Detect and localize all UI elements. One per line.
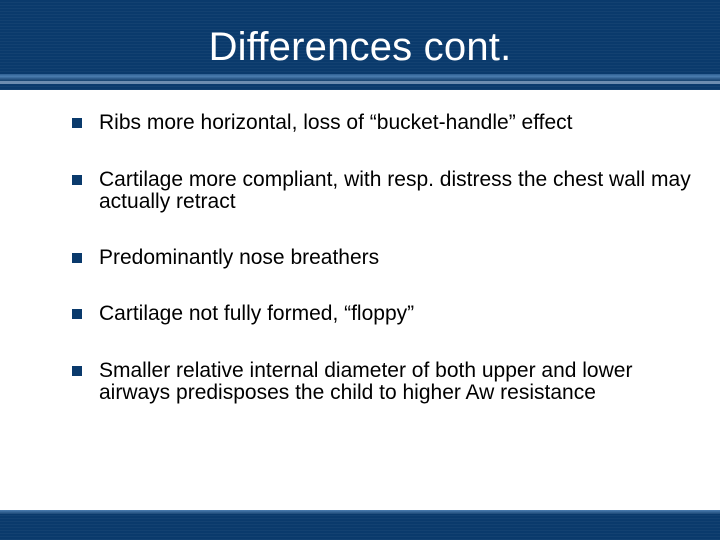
bullet-list: [72, 112, 692, 404]
slide-header: [0, 0, 720, 90]
bullet-text: Cartilage more compliant, with resp. distress the chest wall may actually retract: [99, 168, 691, 213]
bullet-text: Cartilage not fully formed, “floppy”: [99, 302, 415, 325]
bullet-item: [72, 360, 692, 404]
bullet-item: [72, 247, 692, 269]
square-bullet-icon: [72, 366, 82, 376]
square-bullet-icon: [72, 175, 82, 185]
header-divider: [0, 74, 720, 81]
slide-title: Differences cont.: [208, 25, 512, 69]
square-bullet-icon: [72, 309, 82, 319]
bullet-text: Ribs more horizontal, loss of “bucket-handle” effect: [99, 111, 573, 134]
bullet-item: [72, 303, 692, 325]
bullet-text: Predominantly nose breathers: [99, 246, 380, 269]
header-divider-thin: [0, 81, 720, 84]
slide-footer: [0, 510, 720, 540]
square-bullet-icon: [72, 118, 82, 128]
bullet-text: Smaller relative internal diameter of both upper and lower airways predisposes the child to higher Aw resistance: [99, 359, 633, 404]
square-bullet-icon: [72, 253, 82, 263]
bullet-item: [72, 112, 692, 134]
bullet-item: [72, 169, 692, 213]
footer-divider: [0, 510, 720, 514]
